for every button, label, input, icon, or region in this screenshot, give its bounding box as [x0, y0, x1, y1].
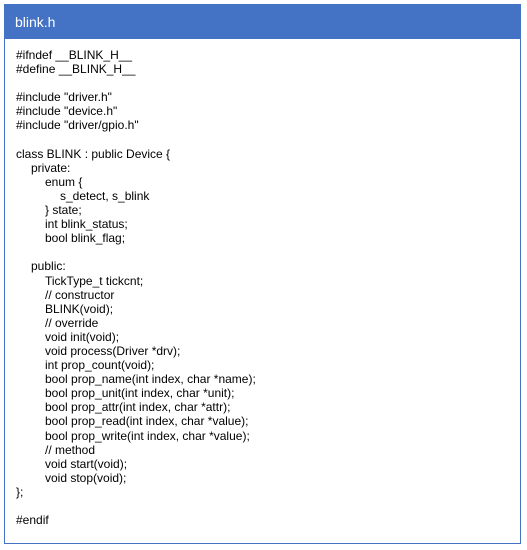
- code-line: // constructor: [45, 287, 115, 302]
- code-line: bool prop_unit(int index, char *unit);: [45, 386, 235, 401]
- window-title: blink.h: [5, 5, 520, 39]
- code-line: };: [16, 484, 24, 499]
- code-line: bool prop_read(int index, char *value);: [45, 414, 249, 429]
- code-line: void stop(void);: [45, 470, 127, 485]
- code-line: class BLINK : public Device {: [16, 146, 171, 161]
- code-line: #endif: [16, 513, 49, 528]
- code-line: int blink_status;: [45, 217, 128, 232]
- code-window: [4, 4, 521, 544]
- code-line: TickType_t tickcnt;: [45, 273, 144, 288]
- code-line: #include "driver.h": [16, 90, 112, 105]
- code-line: [16, 76, 520, 90]
- code-line: BLINK(void);: [45, 301, 114, 316]
- code-line: } state;: [45, 203, 82, 218]
- code-line: void process(Driver *drv);: [45, 343, 181, 358]
- code-line: private:: [31, 160, 71, 175]
- code-line: // override: [45, 315, 99, 330]
- code-line: #define __BLINK_H__: [16, 62, 136, 77]
- code-line: bool blink_flag;: [45, 231, 126, 246]
- code-line: enum {: [45, 174, 83, 189]
- code-line: [16, 133, 520, 147]
- code-line: #ifndef __BLINK_H__: [16, 48, 133, 62]
- code-line: bool prop_write(int index, char *value);: [45, 428, 250, 443]
- code-line: // method: [45, 442, 96, 457]
- code-line: public:: [31, 259, 66, 274]
- code-line: void start(void);: [45, 456, 128, 471]
- code-line: [16, 245, 520, 259]
- code-line: #include "driver/gpio.h": [16, 118, 139, 133]
- code-body: [5, 39, 520, 527]
- code-line: s_detect, s_blink: [60, 188, 150, 203]
- code-line: #include "device.h": [16, 104, 118, 119]
- code-line: bool prop_attr(int index, char *attr);: [45, 400, 231, 415]
- code-line: void init(void);: [45, 329, 120, 344]
- code-line: int prop_count(void);: [45, 358, 155, 373]
- code-line: [16, 499, 520, 513]
- code-line: bool prop_name(int index, char *name);: [45, 372, 256, 387]
